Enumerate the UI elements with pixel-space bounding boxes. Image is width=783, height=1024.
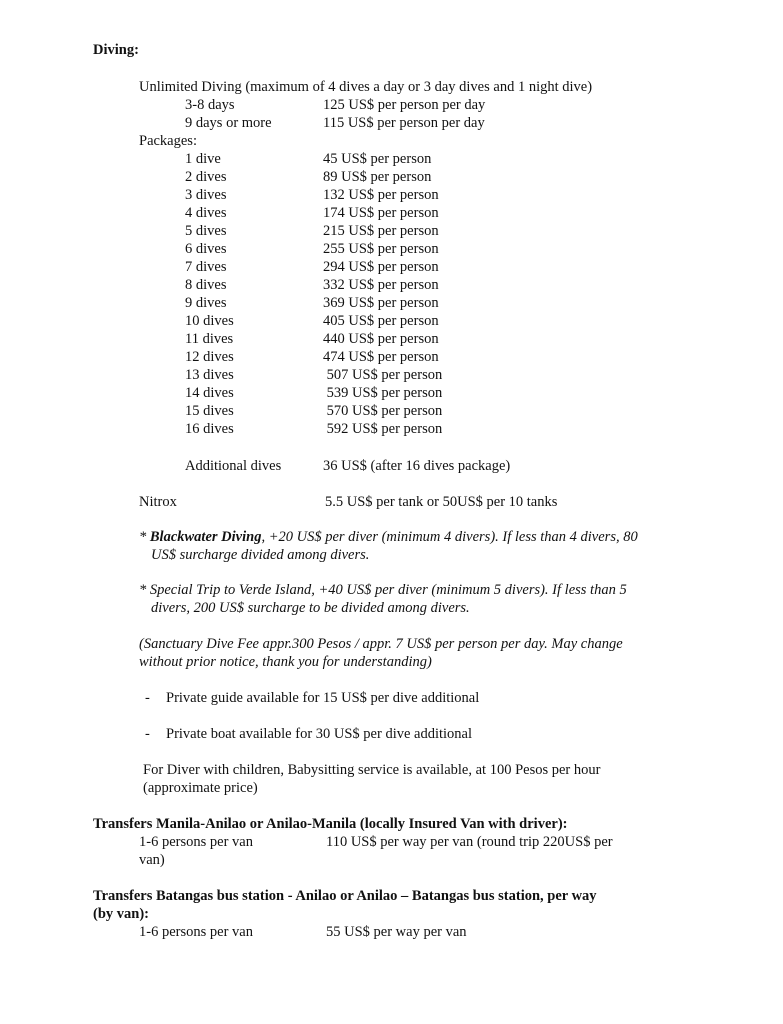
nitrox-label: Nitrox bbox=[139, 494, 177, 510]
transfers-manila-label: 1-6 persons per van bbox=[139, 834, 253, 850]
package-price: 132 US$ per person bbox=[323, 187, 439, 203]
additional-dives-price: 36 US$ (after 16 dives package) bbox=[323, 458, 511, 474]
package-label: 6 dives bbox=[185, 241, 227, 257]
package-label: 7 dives bbox=[185, 259, 227, 275]
package-price: 474 US$ per person bbox=[323, 349, 439, 365]
transfers-manila-price-cont: van) bbox=[139, 852, 165, 868]
diving-heading: Diving: bbox=[93, 42, 139, 58]
blackwater-prefix: * bbox=[139, 529, 150, 545]
package-label: 10 dives bbox=[185, 313, 234, 329]
package-price: 89 US$ per person bbox=[323, 169, 432, 185]
package-price: 570 US$ per person bbox=[323, 403, 443, 419]
private-guide-text: Private guide available for 15 US$ per dive additional bbox=[166, 690, 480, 706]
verde-island-note: * Special Trip to Verde Island, +40 US$ per diver (minimum 5 divers). If less than 5 divers, 200 US$ surcharge to be divided among divers. bbox=[139, 582, 627, 616]
sanctuary-fee-note: (Sanctuary Dive Fee appr.300 Pesos / appr. 7 US$ per person per day. May change without prior notice, thank you for understanding) bbox=[139, 636, 623, 670]
package-label: 16 dives bbox=[185, 421, 234, 437]
package-price: 332 US$ per person bbox=[323, 277, 439, 293]
transfers-batangas-heading: Transfers Batangas bus station - Anilao or Anilao – Batangas bus station, per way bbox=[93, 888, 597, 904]
package-price: 507 US$ per person bbox=[323, 367, 443, 383]
package-price: 440 US$ per person bbox=[323, 331, 439, 347]
package-label: 1 dive bbox=[185, 151, 221, 167]
unlimited-row-price: 115 US$ per person per day bbox=[323, 115, 485, 131]
transfers-batangas-label: 1-6 persons per van bbox=[139, 924, 253, 940]
bullet-dash: - bbox=[145, 690, 150, 706]
blackwater-note bbox=[139, 528, 656, 564]
package-price: 592 US$ per person bbox=[323, 421, 443, 437]
blackwater-name: Blackwater Diving bbox=[149, 529, 262, 545]
unlimited-diving-title: Unlimited Diving (maximum of 4 dives a day or 3 day dives and 1 night dive) bbox=[139, 79, 593, 95]
transfers-manila-price: 110 US$ per way per van (round trip 220US$ per bbox=[326, 834, 613, 850]
package-price: 405 US$ per person bbox=[323, 313, 439, 329]
package-price: 215 US$ per person bbox=[323, 223, 439, 239]
babysitting-note: For Diver with children, Babysitting service is available, at 100 Pesos per hour (approximate price) bbox=[143, 762, 601, 796]
package-label: 2 dives bbox=[185, 169, 227, 185]
transfers-manila-heading: Transfers Manila-Anilao or Anilao-Manila (locally Insured Van with driver): bbox=[93, 816, 568, 832]
package-label: 12 dives bbox=[185, 349, 234, 365]
package-label: 5 dives bbox=[185, 223, 227, 239]
package-price: 174 US$ per person bbox=[323, 205, 439, 221]
package-label: 15 dives bbox=[185, 403, 234, 419]
package-price: 45 US$ per person bbox=[323, 151, 432, 167]
package-label: 3 dives bbox=[185, 187, 227, 203]
package-price: 369 US$ per person bbox=[323, 295, 439, 311]
package-price: 255 US$ per person bbox=[323, 241, 439, 257]
package-label: 8 dives bbox=[185, 277, 227, 293]
package-label: 13 dives bbox=[185, 367, 234, 383]
nitrox-price: 5.5 US$ per tank or 50US$ per 10 tanks bbox=[325, 494, 558, 510]
transfers-batangas-heading-cont: (by van): bbox=[93, 906, 149, 922]
package-label: 11 dives bbox=[185, 331, 234, 347]
package-label: 4 dives bbox=[185, 205, 227, 221]
unlimited-row-label: 9 days or more bbox=[185, 115, 272, 131]
package-label: 14 dives bbox=[185, 385, 234, 401]
bullet-dash: - bbox=[145, 726, 150, 742]
package-price: 294 US$ per person bbox=[323, 259, 439, 275]
additional-dives-label: Additional dives bbox=[185, 458, 282, 474]
unlimited-row-label: 3-8 days bbox=[185, 97, 235, 113]
transfers-batangas-price: 55 US$ per way per van bbox=[326, 924, 467, 940]
unlimited-row-price: 125 US$ per person per day bbox=[323, 97, 486, 113]
package-label: 9 dives bbox=[185, 295, 227, 311]
blackwater-text: , +20 US$ per diver (minimum 4 divers). If less than 4 divers, 80 US$ surcharge divided among divers. bbox=[151, 529, 638, 563]
private-boat-text: Private boat available for 30 US$ per dive additional bbox=[166, 726, 473, 742]
package-price: 539 US$ per person bbox=[323, 385, 443, 401]
packages-title: Packages: bbox=[139, 133, 197, 149]
